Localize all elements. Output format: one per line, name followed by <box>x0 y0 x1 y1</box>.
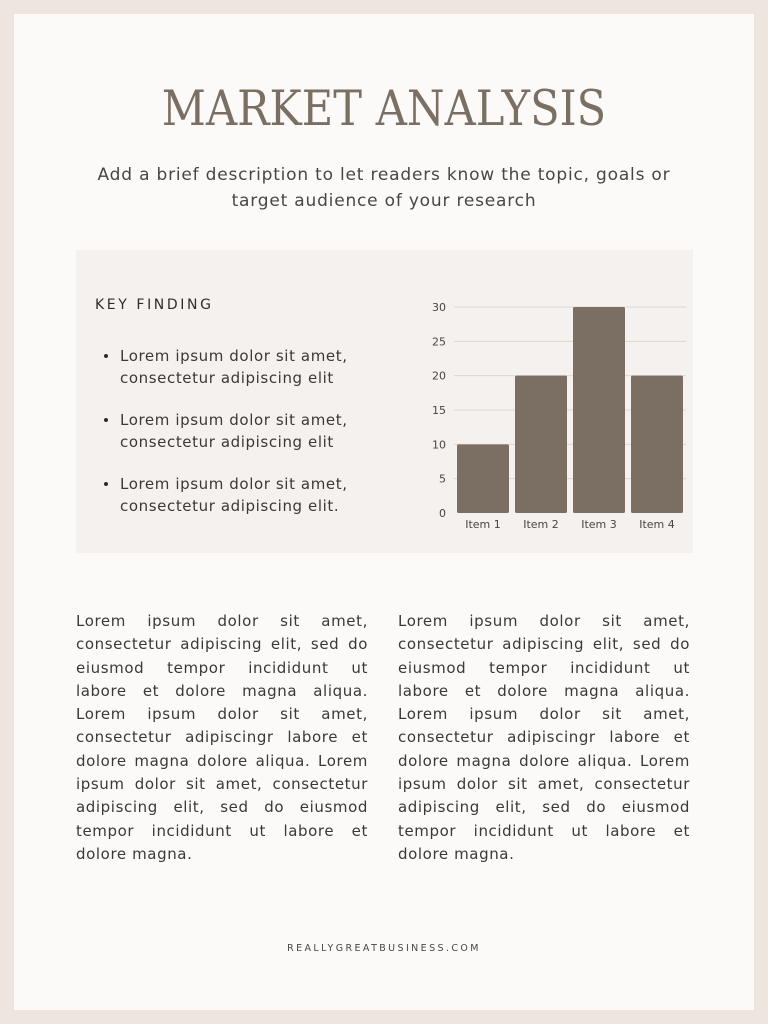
page <box>14 14 754 1010</box>
x-tick-label: Item 1 <box>465 518 501 531</box>
y-tick-label: 10 <box>432 438 446 452</box>
bar <box>457 444 509 513</box>
list-item-text: Lorem ipsum dolor sit amet, consectetur adipiscing elit <box>120 347 348 387</box>
y-tick-label: 0 <box>439 507 446 520</box>
y-tick-label: 5 <box>439 472 446 486</box>
bullet-icon <box>104 354 108 358</box>
list-item-text: Lorem ipsum dolor sit amet, consectetur adipiscing elit <box>120 411 348 451</box>
body-column-left: Lorem ipsum dolor sit amet, consectetur adipiscing elit, sed do eiusmod tempor incididunt ut labore et dolore magna aliqua. Lorem ipsum dolor sit amet, consectetur adipiscingr labore et dolore magna dolore aliqua. Lorem ipsum dolor sit amet, consectetur adipiscing elit, sed do eiusmod tempor incididunt ut labore et dolore magna. <box>76 612 368 863</box>
x-tick-label: Item 3 <box>581 518 617 531</box>
bar <box>515 376 567 513</box>
x-tick-label: Item 4 <box>639 518 675 531</box>
bar <box>631 376 683 513</box>
footer-website: REALLYGREATBUSINESS.COM <box>287 943 481 954</box>
key-finding-panel <box>76 250 693 553</box>
y-tick-label: 15 <box>432 404 446 417</box>
key-finding-list <box>96 345 386 537</box>
page-title: MARKET ANALYSIS <box>161 80 607 137</box>
x-tick-label: Item 2 <box>523 518 559 531</box>
body-column-right: Lorem ipsum dolor sit amet, consectetur adipiscing elit, sed do eiusmod tempor incididunt ut labore et dolore magna aliqua. Lorem ipsum dolor sit amet, consectetur adipiscingr labore et dolore magna dolore aliqua. Lorem ipsum dolor sit amet, consectetur adipiscing elit, sed do eiusmod tempor incididunt ut labore et dolore magna. <box>398 612 690 863</box>
list-item <box>96 345 386 389</box>
bullet-icon <box>104 482 108 486</box>
list-item <box>96 473 386 517</box>
bullet-icon <box>104 418 108 422</box>
y-tick-label: 25 <box>432 335 446 349</box>
page-description: Add a brief description to let readers know the topic, goals or target audience of your research <box>97 165 671 211</box>
y-tick-label: 20 <box>432 369 446 383</box>
list-item-text: Lorem ipsum dolor sit amet, consectetur adipiscing elit. <box>120 475 348 515</box>
bar-chart <box>401 290 691 540</box>
key-finding-heading: KEY FINDING <box>95 297 214 313</box>
bar <box>573 307 625 513</box>
list-item <box>96 409 386 453</box>
y-tick-label: 30 <box>432 301 446 314</box>
